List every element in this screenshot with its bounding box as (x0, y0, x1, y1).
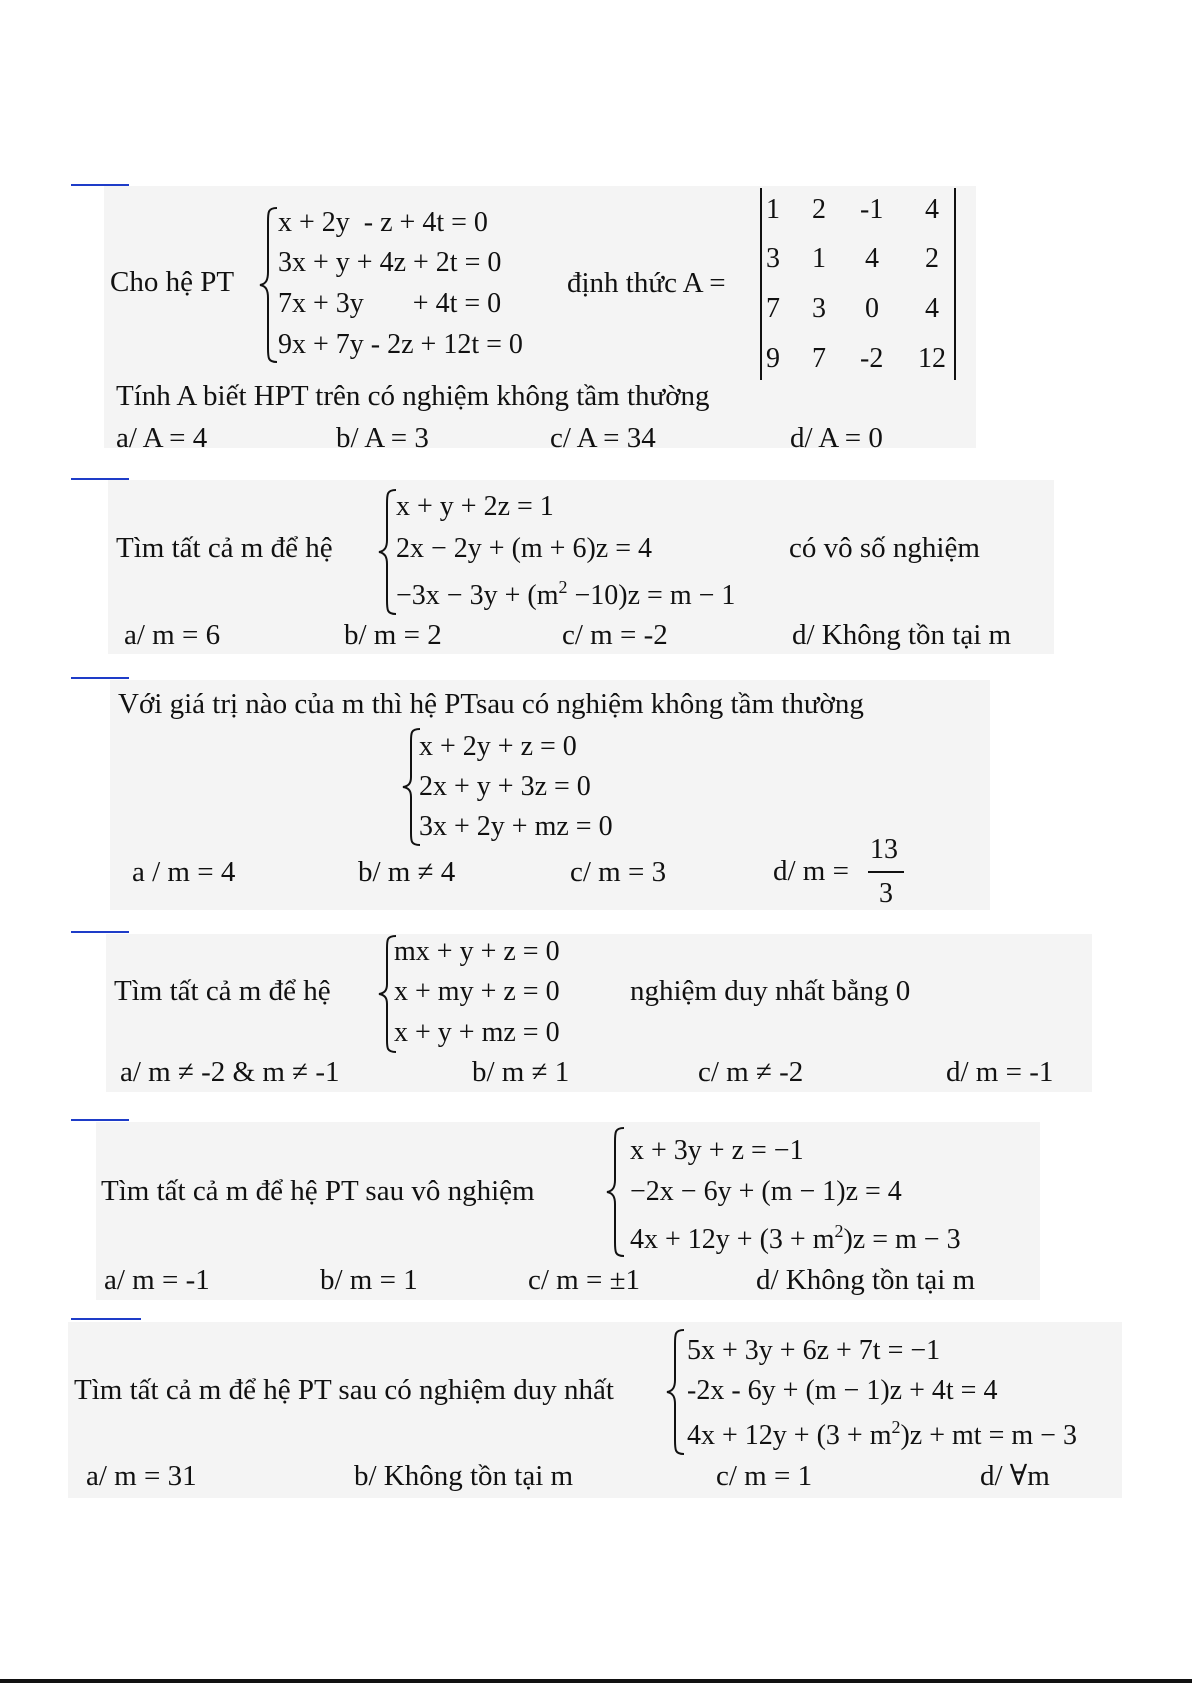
det-cell: 7 (812, 343, 826, 374)
q3-eq-1: x + 2y + z = 0 (419, 731, 577, 762)
q6-intro: Tìm tất cả m để hệ PT sau có nghiệm duy nhất (74, 1374, 614, 1406)
question-6-panel (68, 1322, 1122, 1498)
q4-suffix: nghiệm duy nhất bằng 0 (630, 975, 911, 1007)
q1-option-c: c/ A = 34 (550, 422, 656, 454)
det-cell: 3 (766, 243, 780, 274)
q2-eq-2: 2x − 2y + (m + 6)z = 4 (396, 533, 653, 564)
q6-eq-3 (687, 1417, 1077, 1451)
q1-eq-1: x + 2y - z + 4t = 0 (278, 207, 488, 238)
q3-fraction-denominator: 3 (879, 878, 893, 909)
q2-option-d: d/ Không tồn tại m (792, 619, 1012, 651)
q2-eq-1: x + y + 2z = 1 (396, 491, 554, 522)
q2-intro: Tìm tất cả m để hệ (116, 532, 333, 564)
q4-eq-3: x + y + mz = 0 (394, 1017, 560, 1048)
q2-eq-3 (396, 577, 736, 611)
det-cell: 7 (766, 293, 780, 324)
q4-eq-1: mx + y + z = 0 (394, 936, 560, 967)
q2-option-a: a/ m = 6 (124, 619, 221, 651)
det-cell: 2 (925, 243, 939, 274)
q6-option-b: b/ Không tồn tại m (354, 1460, 574, 1492)
det-cell: 3 (812, 293, 826, 324)
q6-option-c: c/ m = 1 (716, 1460, 813, 1492)
q4-option-b: b/ m ≠ 1 (472, 1056, 570, 1088)
q3-eq-2: 2x + y + 3z = 0 (419, 771, 591, 802)
q3-option-b: b/ m ≠ 4 (358, 856, 456, 888)
q1-prompt: Tính A biết HPT trên có nghiệm không tầm thường (116, 380, 710, 412)
det-cell: 1 (812, 243, 826, 274)
q5-eq-3-exponent: 2 (834, 1221, 844, 1241)
q3-option-d: d/ m = (773, 855, 849, 887)
det-cell: 4 (925, 194, 939, 225)
q3-option-c: c/ m = 3 (570, 856, 667, 888)
q6-option-d: d/ ∀m (980, 1460, 1050, 1492)
q5-intro: Tìm tất cả m để hệ PT sau vô nghiệm (101, 1175, 535, 1207)
det-cell: 0 (865, 293, 879, 324)
det-cell: 4 (925, 293, 939, 324)
q1-eq-4: 9x + 7y - 2z + 12t = 0 (278, 329, 523, 360)
q1-determinant (760, 188, 958, 380)
q6-eq-3-exponent: 2 (891, 1417, 901, 1437)
q2-eq-3-part-1: −3x − 3y + (m (396, 580, 559, 611)
q4-option-a: a/ m ≠ -2 & m ≠ -1 (120, 1056, 340, 1088)
q5-option-d: d/ Không tồn tại m (756, 1264, 976, 1296)
q1-option-a: a/ A = 4 (116, 422, 208, 454)
question-6-marker (71, 1318, 141, 1320)
q5-eq-3-part-1: 4x + 12y + (3 + m (630, 1224, 835, 1255)
q4-intro: Tìm tất cả m để hệ (114, 975, 331, 1007)
q1-option-b: b/ A = 3 (336, 422, 429, 454)
q3-fraction-bar (868, 871, 904, 873)
question-4-marker (71, 931, 129, 933)
page-bottom-border (0, 1679, 1192, 1683)
q4-option-d: d/ m = -1 (946, 1056, 1054, 1088)
q5-option-c: c/ m = ±1 (528, 1264, 641, 1296)
det-cell: 2 (812, 194, 826, 225)
q3-fraction-numerator: 13 (870, 834, 898, 865)
q5-brace (604, 1126, 628, 1258)
q2-suffix: có vô số nghiệm (789, 532, 980, 564)
q6-eq-3-part-2: )z + mt = m − 3 (900, 1420, 1077, 1451)
det-cell: 4 (865, 243, 879, 274)
q1-eq-3: 7x + 3y + 4t = 0 (278, 288, 502, 319)
q6-brace (664, 1328, 688, 1456)
q1-intro: Cho hệ PT (110, 266, 235, 298)
q1-eq-2: 3x + y + 4z + 2t = 0 (278, 247, 502, 278)
q2-eq-3-exponent: 2 (558, 577, 568, 597)
q3-prompt: Với giá trị nào của m thì hệ PTsau có nghiệm không tầm thường (118, 688, 864, 720)
det-right-bar (954, 188, 956, 380)
q3-eq-3: 3x + 2y + mz = 0 (419, 811, 613, 842)
det-left-bar (760, 188, 762, 380)
q4-option-c: c/ m ≠ -2 (698, 1056, 804, 1088)
q5-eq-1: x + 3y + z = −1 (630, 1135, 804, 1166)
det-cell: -1 (860, 194, 884, 225)
det-cell: -2 (860, 343, 884, 374)
q5-option-b: b/ m = 1 (320, 1264, 418, 1296)
det-cell: 1 (766, 194, 780, 225)
q6-eq-2: -2x - 6y + (m − 1)z + 4t = 4 (687, 1375, 998, 1406)
q5-eq-3 (630, 1221, 961, 1255)
q6-eq-1: 5x + 3y + 6z + 7t = −1 (687, 1335, 941, 1366)
q3-option-a: a / m = 4 (132, 856, 236, 888)
det-cell: 9 (766, 343, 780, 374)
q5-eq-3-part-2: )z = m − 3 (843, 1224, 961, 1255)
q2-option-c: c/ m = -2 (562, 619, 668, 651)
q6-eq-3-part-1: 4x + 12y + (3 + m (687, 1420, 892, 1451)
q1-option-d: d/ A = 0 (790, 422, 883, 454)
question-3-marker (71, 677, 129, 679)
question-5-marker (71, 1119, 129, 1121)
det-cell: 12 (918, 343, 946, 374)
q2-option-b: b/ m = 2 (344, 619, 442, 651)
q6-option-a: a/ m = 31 (86, 1460, 197, 1492)
q2-eq-3-part-2: −10)z = m − 1 (567, 580, 736, 611)
q1-det-label: định thức A = (567, 267, 726, 299)
q5-eq-2: −2x − 6y + (m − 1)z = 4 (630, 1176, 902, 1207)
q5-option-a: a/ m = -1 (104, 1264, 210, 1296)
q4-eq-2: x + my + z = 0 (394, 976, 560, 1007)
